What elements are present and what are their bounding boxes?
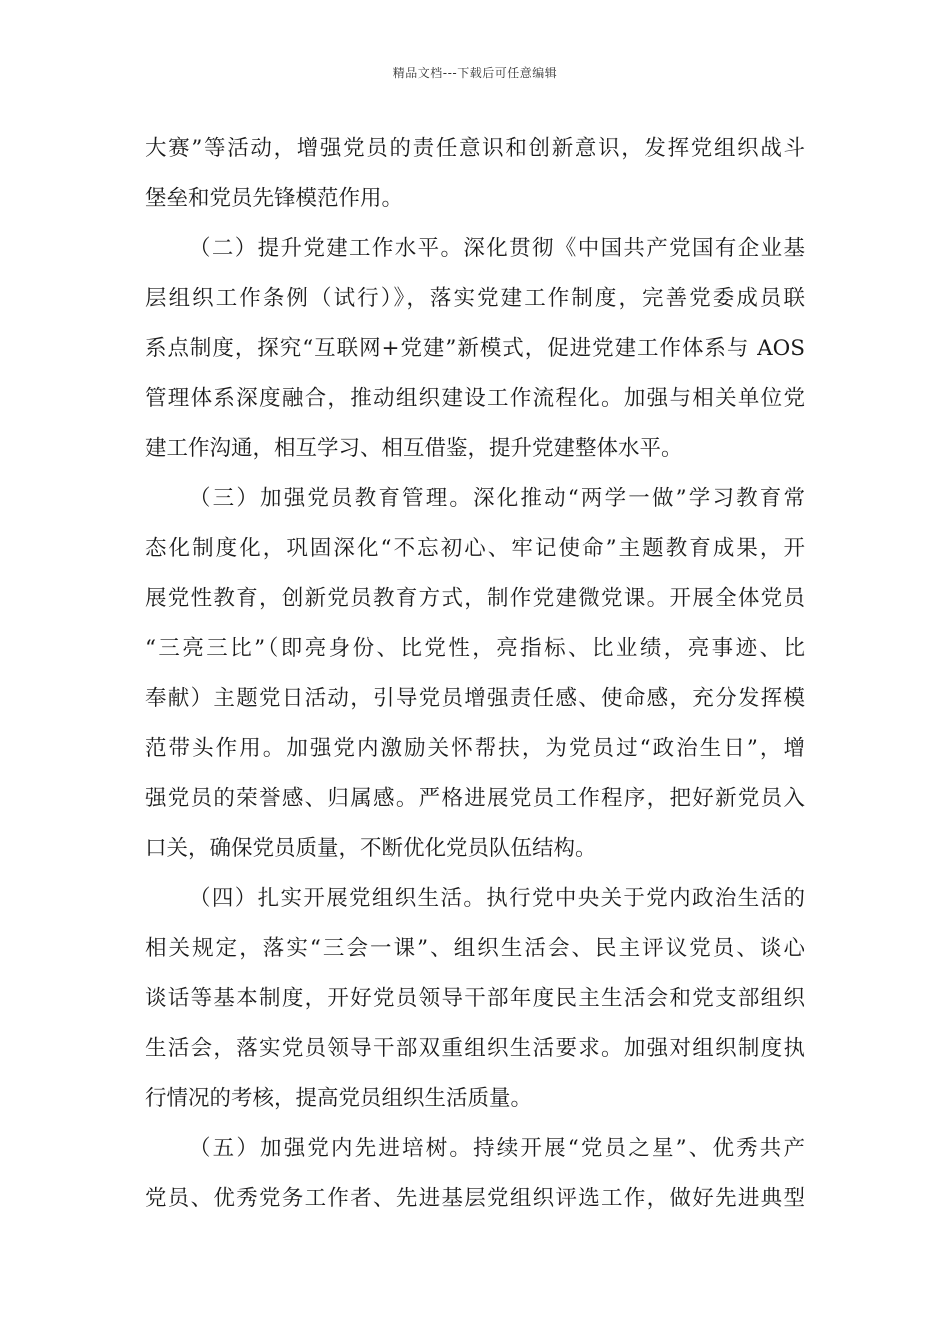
text-line: （四）扎实开展党组织生活。执行党中央关于党内政治生活的 xyxy=(189,886,805,911)
text-line: 系点制度，探究“互联网+党建”新模式，促进党建工作体系与 AOS xyxy=(145,336,805,361)
text-line: 管理体系深度融合，推动组织建设工作流程化。加强与相关单位党 xyxy=(145,386,805,411)
text-line: 堡垒和党员先锋模范作用。 xyxy=(145,186,404,211)
page-header: 精品文档---下载后可任意编辑 xyxy=(392,66,558,80)
text-line: 相关规定，落实“三会一课”、组织生活会、民主评议党员、谈心 xyxy=(145,936,805,961)
text-line: （五）加强党内先进培树。持续开展“党员之星”、优秀共产 xyxy=(189,1136,805,1161)
text-line: 谈话等基本制度，开好党员领导干部年度民主生活会和党支部组织 xyxy=(145,986,805,1011)
text-line: 党员、优秀党务工作者、先进基层党组织评选工作，做好先进典型 xyxy=(145,1186,805,1211)
text-line: 建工作沟通，相互学习、相互借鉴，提升党建整体水平。 xyxy=(145,436,683,461)
text-line: （二）提升党建工作水平。深化贯彻《中国共产党国有企业基 xyxy=(189,236,805,261)
text-line: 展党性教育，创新党员教育方式，制作党建微党课。开展全体党员 xyxy=(145,586,805,611)
text-line: 范带头作用。加强党内激励关怀帮扶，为党员过“政治生日”，增 xyxy=(145,736,805,761)
text-line: （三）加强党员教育管理。深化推动“两学一做”学习教育常 xyxy=(189,486,805,511)
document-body xyxy=(145,124,805,1224)
text-line: 强党员的荣誉感、归属感。严格进展党员工作程序，把好新党员入 xyxy=(145,786,805,811)
text-line: 奉献）主题党日活动，引导党员增强责任感、使命感，充分发挥模 xyxy=(145,686,805,711)
text-line: 大赛”等活动，增强党员的责任意识和创新意识，发挥党组织战斗 xyxy=(145,136,805,161)
text-line: 层组织工作条例（试行）》，落实党建工作制度，完善党委成员联 xyxy=(145,286,805,311)
text-line: 口关，确保党员质量，不断优化党员队伍结构。 xyxy=(145,836,597,861)
text-line: 态化制度化，巩固深化“不忘初心、牢记使命”主题教育成果，开 xyxy=(145,536,805,561)
text-line: 行情况的考核，提高党员组织生活质量。 xyxy=(145,1086,533,1111)
text-line: “三亮三比”（即亮身份、比党性，亮指标、比业绩，亮事迹、比 xyxy=(145,636,805,661)
text-line: 生活会，落实党员领导干部双重组织生活要求。加强对组织制度执 xyxy=(145,1036,805,1061)
